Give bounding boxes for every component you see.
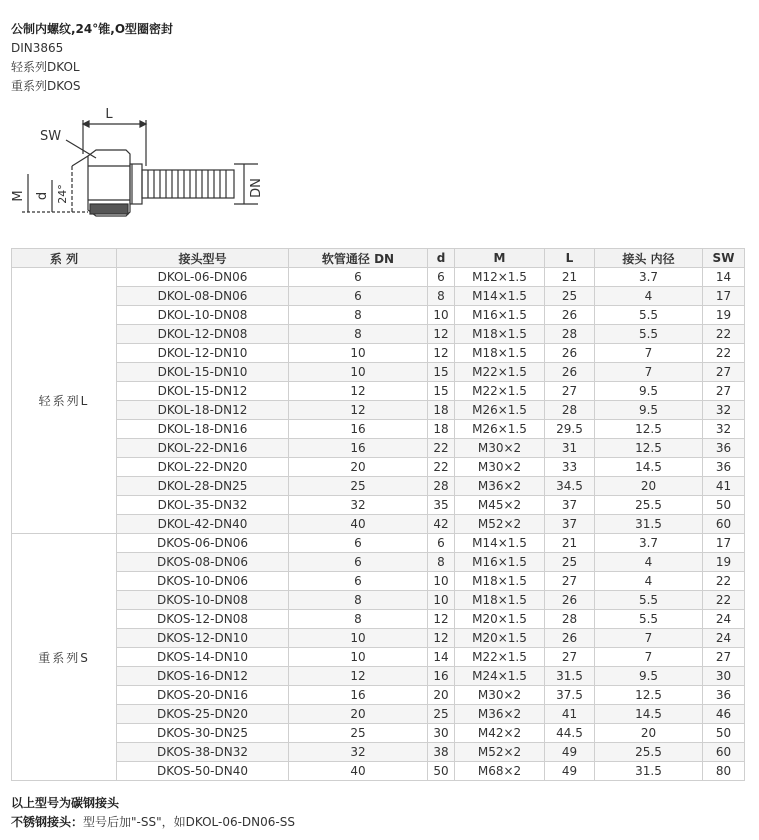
table-row [12,287,745,306]
table-cell: 22 [703,344,745,363]
table-cell: M22×1.5 [455,363,545,382]
table-row [12,686,745,705]
table-cell: 46 [703,705,745,724]
table-cell: 12 [289,382,428,401]
table-cell: 25 [428,705,455,724]
table-row [12,439,745,458]
table-cell: 25.5 [595,743,703,762]
table-cell: 20 [595,477,703,496]
table-cell: 40 [289,515,428,534]
series-group-cell: 轻系列L [12,268,117,534]
table-row [12,268,745,287]
table-cell: 18 [428,401,455,420]
table-cell: 37.5 [545,686,595,705]
table-row [12,743,745,762]
table-cell: 12 [428,610,455,629]
table-cell: DKOL-42-DN40 [117,515,289,534]
table-cell: 17 [703,534,745,553]
page-title: 公制内螺纹,24°锥,O型圈密封 [11,22,174,36]
table-row [12,382,745,401]
table-row [12,667,745,686]
table-row [12,496,745,515]
table-cell: 28 [545,610,595,629]
table-cell: 32 [289,743,428,762]
table-row [12,762,745,781]
table-cell: DKOS-06-DN06 [117,534,289,553]
series-group-cell: 重系列S [12,534,117,781]
table-cell: 9.5 [595,667,703,686]
table-row [12,591,745,610]
table-cell: M20×1.5 [455,629,545,648]
table-cell: 50 [703,724,745,743]
label-SW: SW [40,129,62,144]
table-cell: 20 [428,686,455,705]
table-cell: 3.7 [595,534,703,553]
table-cell: 14.5 [595,705,703,724]
table-cell: 37 [545,496,595,515]
table-cell: 3.7 [595,268,703,287]
table-row [12,477,745,496]
table-cell: M45×2 [455,496,545,515]
table-cell: M52×2 [455,515,545,534]
table-cell: M30×2 [455,458,545,477]
table-cell: DKOL-15-DN12 [117,382,289,401]
table-cell: M36×2 [455,705,545,724]
table-cell: 49 [545,743,595,762]
col-header: d [428,249,455,268]
table-cell: 6 [289,572,428,591]
table-cell: 19 [703,306,745,325]
table-cell: DKOS-20-DN16 [117,686,289,705]
table-cell: 21 [545,268,595,287]
table-cell: DKOL-06-DN06 [117,268,289,287]
table-cell: 36 [703,686,745,705]
table-cell: 27 [545,382,595,401]
table-cell: 8 [289,610,428,629]
standard-label: DIN3865 [11,41,64,55]
table-cell: 6 [428,534,455,553]
table-row [12,534,745,553]
table-cell: 49 [545,762,595,781]
table-cell: 25 [289,724,428,743]
table-cell: 44.5 [545,724,595,743]
table-cell: 25 [545,287,595,306]
table-row [12,553,745,572]
table-cell: 60 [703,515,745,534]
table-cell: 15 [428,382,455,401]
table-cell: 8 [289,591,428,610]
table-cell: DKOS-12-DN08 [117,610,289,629]
table-cell: 10 [428,591,455,610]
table-cell: 40 [289,762,428,781]
table-cell: 12 [428,344,455,363]
label-L: L [105,107,113,122]
table-cell: 31.5 [595,515,703,534]
table-cell: 14 [703,268,745,287]
table-cell: DKOS-38-DN32 [117,743,289,762]
table-cell: 5.5 [595,610,703,629]
fitting-diagram [8,104,278,234]
table-cell: M22×1.5 [455,382,545,401]
table-body [12,268,745,781]
table-cell: DKOS-14-DN10 [117,648,289,667]
footer [11,794,295,832]
table-cell: 30 [428,724,455,743]
table-cell: 12 [289,401,428,420]
table-cell: DKOS-08-DN06 [117,553,289,572]
light-series-label: 轻系列DKOL [11,60,80,74]
table-cell: 26 [545,363,595,382]
table-cell: 31.5 [595,762,703,781]
label-d: d [35,191,50,201]
col-header: 接头 内径 [595,249,703,268]
table-cell: 16 [428,667,455,686]
table-cell: M24×1.5 [455,667,545,686]
table-cell: 9.5 [595,401,703,420]
col-header: L [545,249,595,268]
table-cell: 8 [428,553,455,572]
label-angle: 24° [56,184,69,204]
table-cell: M68×2 [455,762,545,781]
col-header: 接头型号 [117,249,289,268]
table-cell: M20×1.5 [455,610,545,629]
table-cell: 41 [545,705,595,724]
table-cell: 27 [545,648,595,667]
table-cell: M18×1.5 [455,591,545,610]
table-cell: 7 [595,363,703,382]
table-cell: 30 [703,667,745,686]
table-cell: DKOL-28-DN25 [117,477,289,496]
table-cell: 12.5 [595,439,703,458]
table-cell: DKOS-12-DN10 [117,629,289,648]
col-header: M [455,249,545,268]
table-cell: 37 [545,515,595,534]
table-cell: 22 [428,458,455,477]
table-row [12,363,745,382]
col-header: 系 列 [12,249,117,268]
table-cell: 12 [428,629,455,648]
table-cell: M30×2 [455,439,545,458]
table-cell: 35 [428,496,455,515]
label-DN: DN [249,178,264,198]
table-cell: 26 [545,629,595,648]
table-cell: 14 [428,648,455,667]
table-cell: 20 [289,458,428,477]
table-cell: 22 [703,591,745,610]
table-cell: DKOS-10-DN06 [117,572,289,591]
table-cell: 12.5 [595,686,703,705]
table-cell: M22×1.5 [455,648,545,667]
table-cell: 7 [595,344,703,363]
table-cell: 34.5 [545,477,595,496]
table-cell: 6 [428,268,455,287]
table-cell: 36 [703,439,745,458]
table-cell: 10 [428,306,455,325]
table-cell: 27 [545,572,595,591]
table-cell: 27 [703,382,745,401]
table-cell: 4 [595,553,703,572]
table-cell: 22 [428,439,455,458]
table-cell: DKOL-12-DN08 [117,325,289,344]
table-cell: 10 [289,648,428,667]
table-cell: 7 [595,629,703,648]
table-row [12,629,745,648]
table-cell: 12.5 [595,420,703,439]
table-cell: M30×2 [455,686,545,705]
label-M: M [11,190,26,202]
table-cell: M42×2 [455,724,545,743]
table-cell: DKOL-08-DN06 [117,287,289,306]
col-header: 软管通径 DN [289,249,428,268]
table-cell: DKOL-18-DN16 [117,420,289,439]
table-cell: DKOL-22-DN20 [117,458,289,477]
table-cell: 32 [289,496,428,515]
table-cell: DKOL-35-DN32 [117,496,289,515]
table-cell: M18×1.5 [455,572,545,591]
table-cell: M26×1.5 [455,401,545,420]
table-cell: 16 [289,686,428,705]
table-row [12,401,745,420]
table-cell: 16 [289,420,428,439]
table-cell: DKOS-16-DN12 [117,667,289,686]
table-cell: M16×1.5 [455,306,545,325]
spec-table [11,248,745,781]
table-cell: 5.5 [595,591,703,610]
table-cell: 31 [545,439,595,458]
table-cell: 12 [428,325,455,344]
table-row [12,610,745,629]
table-cell: M14×1.5 [455,287,545,306]
table-cell: 22 [703,572,745,591]
col-header: SW [703,249,745,268]
table-cell: 24 [703,610,745,629]
table-row [12,724,745,743]
table-row [12,306,745,325]
table-cell: 5.5 [595,325,703,344]
table-cell: 8 [289,325,428,344]
table-header-row [12,249,745,268]
table-cell: 26 [545,591,595,610]
table-cell: 21 [545,534,595,553]
table-cell: 28 [428,477,455,496]
table-cell: M12×1.5 [455,268,545,287]
table-cell: 25 [545,553,595,572]
table-cell: M18×1.5 [455,325,545,344]
table-row [12,420,745,439]
table-cell: 25.5 [595,496,703,515]
table-cell: 4 [595,287,703,306]
stainless-text: 型号后加"-SS"，如DKOL-06-DN06-SS [83,815,295,829]
table-cell: 10 [289,363,428,382]
table-cell: DKOL-22-DN16 [117,439,289,458]
heavy-series-label: 重系列DKOS [11,79,81,93]
table-cell: 31.5 [545,667,595,686]
table-row [12,458,745,477]
table-cell: 24 [703,629,745,648]
table-cell: 20 [595,724,703,743]
table-cell: 16 [289,439,428,458]
table-cell: M14×1.5 [455,534,545,553]
table-cell: 38 [428,743,455,762]
table-cell: 28 [545,325,595,344]
table-cell: DKOS-10-DN08 [117,591,289,610]
table-cell: 7 [595,648,703,667]
table-cell: 6 [289,553,428,572]
table-cell: 8 [428,287,455,306]
table-cell: 33 [545,458,595,477]
table-cell: 27 [703,363,745,382]
table-cell: 28 [545,401,595,420]
table-cell: DKOS-50-DN40 [117,762,289,781]
table-cell: 22 [703,325,745,344]
table-cell: 41 [703,477,745,496]
table-row [12,705,745,724]
table-cell: 29.5 [545,420,595,439]
table-cell: 8 [289,306,428,325]
table-cell: 20 [289,705,428,724]
table-cell: 36 [703,458,745,477]
table-cell: 42 [428,515,455,534]
table-cell: 32 [703,401,745,420]
table-cell: 26 [545,344,595,363]
table-cell: 6 [289,287,428,306]
table-cell: 6 [289,268,428,287]
table-cell: DKOS-25-DN20 [117,705,289,724]
table-cell: M18×1.5 [455,344,545,363]
table-cell: DKOL-12-DN10 [117,344,289,363]
table-cell: 9.5 [595,382,703,401]
table-row [12,344,745,363]
table-cell: 32 [703,420,745,439]
table-cell: 12 [289,667,428,686]
table-cell: 17 [703,287,745,306]
table-cell: 19 [703,553,745,572]
table-cell: M16×1.5 [455,553,545,572]
table-cell: DKOL-15-DN10 [117,363,289,382]
table-row [12,515,745,534]
table-row [12,648,745,667]
table-cell: 4 [595,572,703,591]
table-cell: 14.5 [595,458,703,477]
table-cell: 10 [289,344,428,363]
table-cell: DKOS-30-DN25 [117,724,289,743]
table-cell: M36×2 [455,477,545,496]
table-cell: 50 [428,762,455,781]
table-cell: DKOL-18-DN12 [117,401,289,420]
table-cell: 18 [428,420,455,439]
table-cell: 10 [289,629,428,648]
table-cell: DKOL-10-DN08 [117,306,289,325]
table-cell: 60 [703,743,745,762]
table-cell: 6 [289,534,428,553]
table-cell: 25 [289,477,428,496]
stainless-note [11,813,295,832]
table-cell: 80 [703,762,745,781]
table-row [12,325,745,344]
stainless-label: 不锈钢接头： [11,815,84,829]
table-cell: 10 [428,572,455,591]
table-cell: 15 [428,363,455,382]
table-cell: 5.5 [595,306,703,325]
table-cell: 27 [703,648,745,667]
table-cell: 50 [703,496,745,515]
table-cell: 26 [545,306,595,325]
table-cell: M26×1.5 [455,420,545,439]
header [11,20,173,96]
table-row [12,572,745,591]
material-note: 以上型号为碳钢接头 [11,796,120,810]
table-cell: M52×2 [455,743,545,762]
